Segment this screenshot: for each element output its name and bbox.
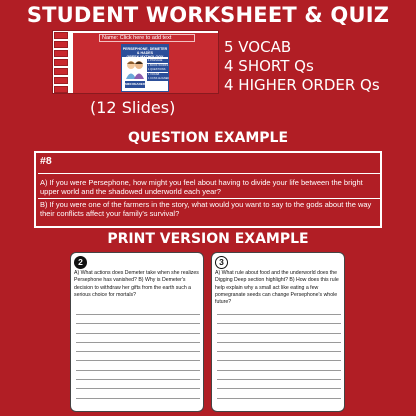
cover-feature: 1 VOCAB — [147, 73, 169, 77]
print-version-heading: PRINT VERSION EXAMPLE — [107, 231, 309, 247]
cover-header — [122, 45, 168, 57]
slide-name-field: Name: Click here to add text — [99, 34, 195, 42]
cover-feature-list — [147, 59, 169, 82]
slides-count: (12 Slides) — [90, 98, 176, 117]
print-card — [70, 252, 204, 412]
card-number-badge: 3 — [215, 256, 228, 269]
slide-thumbnail — [54, 32, 68, 39]
print-card — [211, 252, 345, 412]
answer-lines — [217, 314, 341, 407]
page-title: STUDENT WORKSHEET & QUIZ — [26, 3, 390, 27]
content-stats — [224, 38, 380, 95]
card-question-text: A) What actions does Demeter take when she realizes Persephone has vanished? B) Why is Demeter's decision to withdraw her gifts from the earth such a serious choice for mortals? — [74, 270, 199, 298]
answer-lines — [76, 314, 200, 407]
slide-canvas — [73, 33, 218, 93]
question-example-box — [34, 151, 382, 228]
slide-preview — [52, 30, 219, 94]
slide-thumbnail — [54, 50, 68, 57]
characters-illustration-icon — [125, 59, 145, 79]
question-number: #8 — [40, 155, 52, 167]
slide-thumbnail — [54, 77, 68, 84]
slide-thumbnail — [54, 59, 68, 66]
card-question-text: A) What rule about food and the underworld does the Digging Deep section highlight? B) How does this rule help explain why a small act like eating a few pomegranate seeds can change Persephone's whole future? — [215, 270, 339, 306]
cover-title: PERSEPHONE, DEMETER & HADES — [122, 47, 168, 55]
stat-vocab: 5 VOCAB — [224, 38, 292, 56]
cover-feature: 1 PASSAGE — [147, 59, 169, 63]
cover-subtitle: GREEK MYTHOLOGY — [126, 55, 164, 59]
card-number-badge: 2 — [74, 256, 87, 269]
divider — [38, 198, 380, 199]
slide-thumbnail — [54, 68, 68, 75]
cover-feature: 1 QUESTIONS — [147, 68, 169, 72]
stat-higher-order-questions: 4 HIGHER ORDER Qs — [224, 76, 380, 94]
divider — [38, 173, 380, 174]
question-example-heading: QUESTION EXAMPLE — [127, 130, 289, 146]
question-part-a: A) If you were Persephone, how might you feel about having to divide your life between the bright upper world and the shadowed underworld each year? — [40, 178, 363, 196]
mini-reader-cover — [121, 44, 169, 92]
stat-short-questions: 4 SHORT Qs — [224, 57, 314, 75]
cover-feature: 1 CCSS ALIGNED — [148, 77, 169, 80]
cover-badge: MINI READER — [125, 82, 145, 86]
question-part-b: B) If you were one of the farmers in the story, what would you want to say to the gods about the way their conflicts affect your family's survival? — [40, 200, 372, 218]
cover-feature: 1 BOOK WORKS — [148, 63, 169, 67]
slide-thumbnail — [54, 41, 68, 48]
slide-thumbnail — [54, 86, 68, 93]
slide-thumbnails — [54, 32, 70, 94]
